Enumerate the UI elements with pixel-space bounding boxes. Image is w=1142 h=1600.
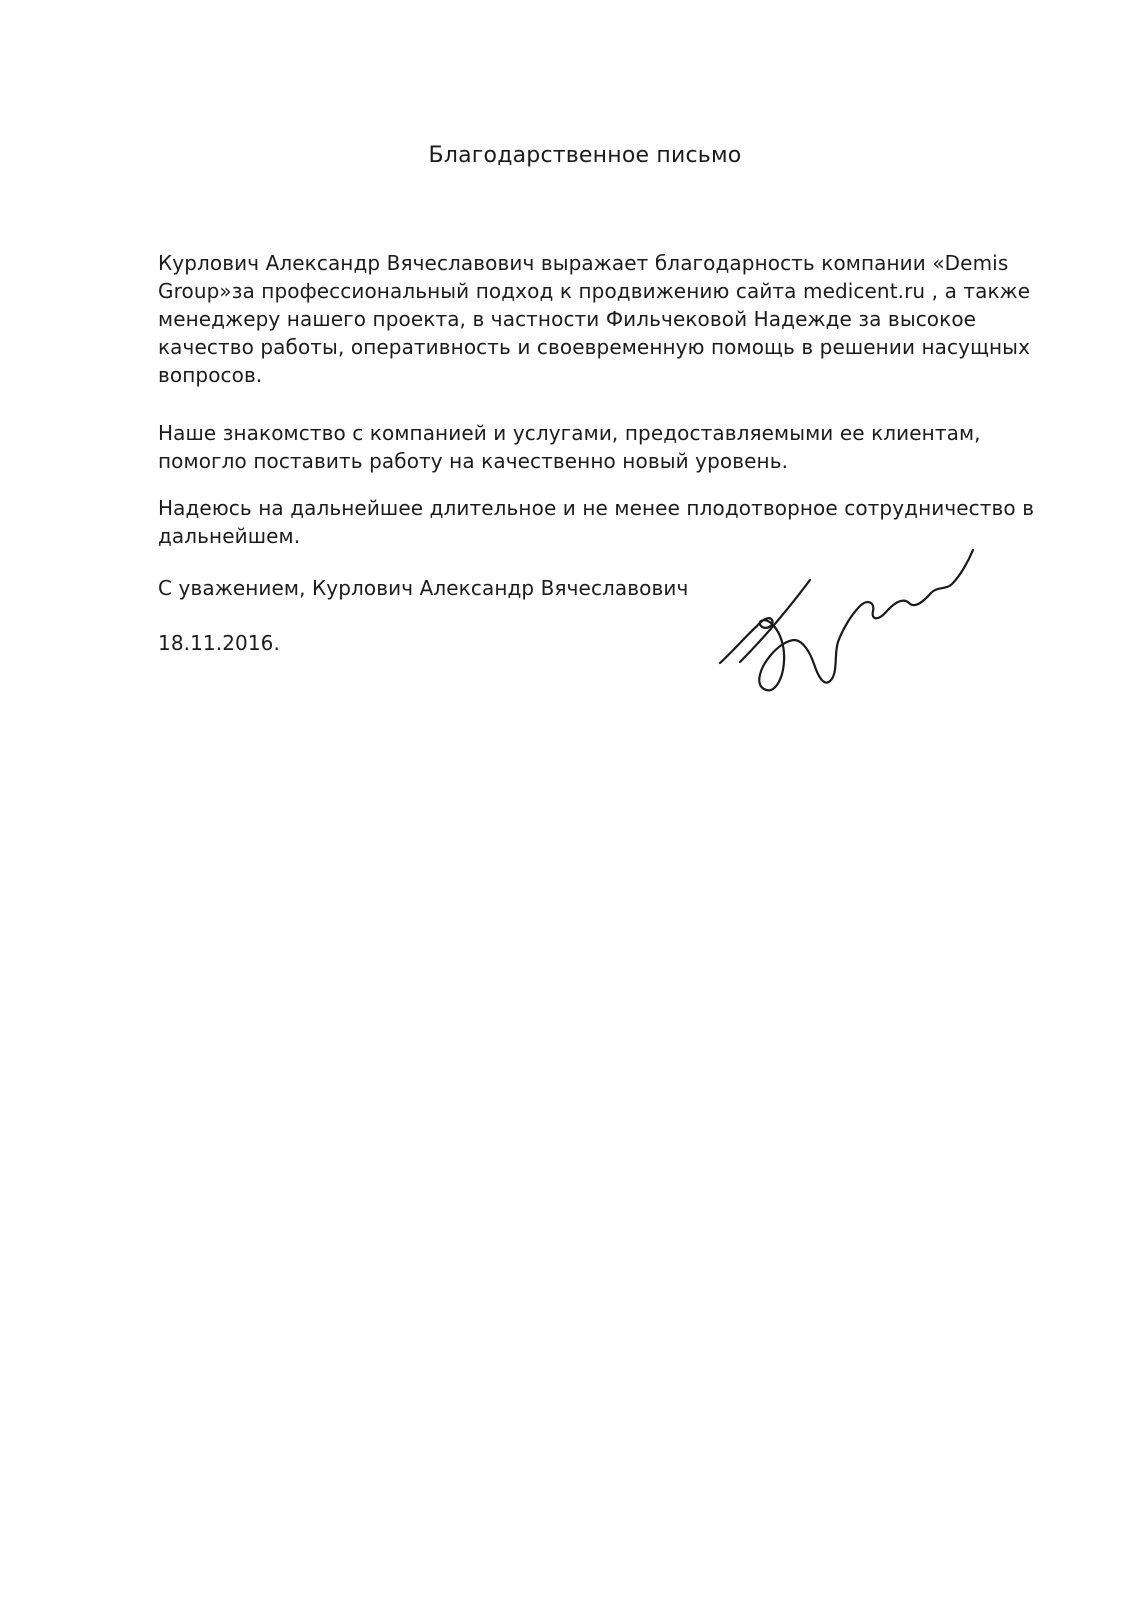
letter-title: Благодарственное письмо [428, 143, 742, 168]
text-line: Курлович Александр Вячеславович выражает благодарность компании «Demis [158, 251, 1009, 275]
text-line: помогло поставить работу на качественно новый уровень. [158, 449, 789, 473]
text-line: дальнейшем. [158, 524, 301, 548]
paragraph-gratitude [158, 249, 1038, 389]
text-line: менеджеру нашего проекта, в частности Фильчековой Надежде за высокое [158, 307, 977, 331]
text-line: качество работы, оперативность и своевременную помощь в решении насущных [158, 335, 1031, 359]
signoff-line: С уважением, Курлович Александр Вячеславович [158, 576, 689, 600]
text-line: Надеюсь на дальнейшее длительное и не менее плодотворное сотрудничество в [158, 496, 1035, 520]
date-line: 18.11.2016. [158, 631, 280, 655]
paragraph-acquaintance [158, 419, 1038, 475]
text-line: Наше знакомство с компанией и услугами, предоставляемыми ее клиентам, [158, 421, 981, 445]
signature-image [700, 528, 980, 703]
text-line: Group»за профессиональный подход к продвижению сайта medicent.ru , а также [158, 279, 1031, 303]
text-line: вопросов. [158, 363, 263, 387]
